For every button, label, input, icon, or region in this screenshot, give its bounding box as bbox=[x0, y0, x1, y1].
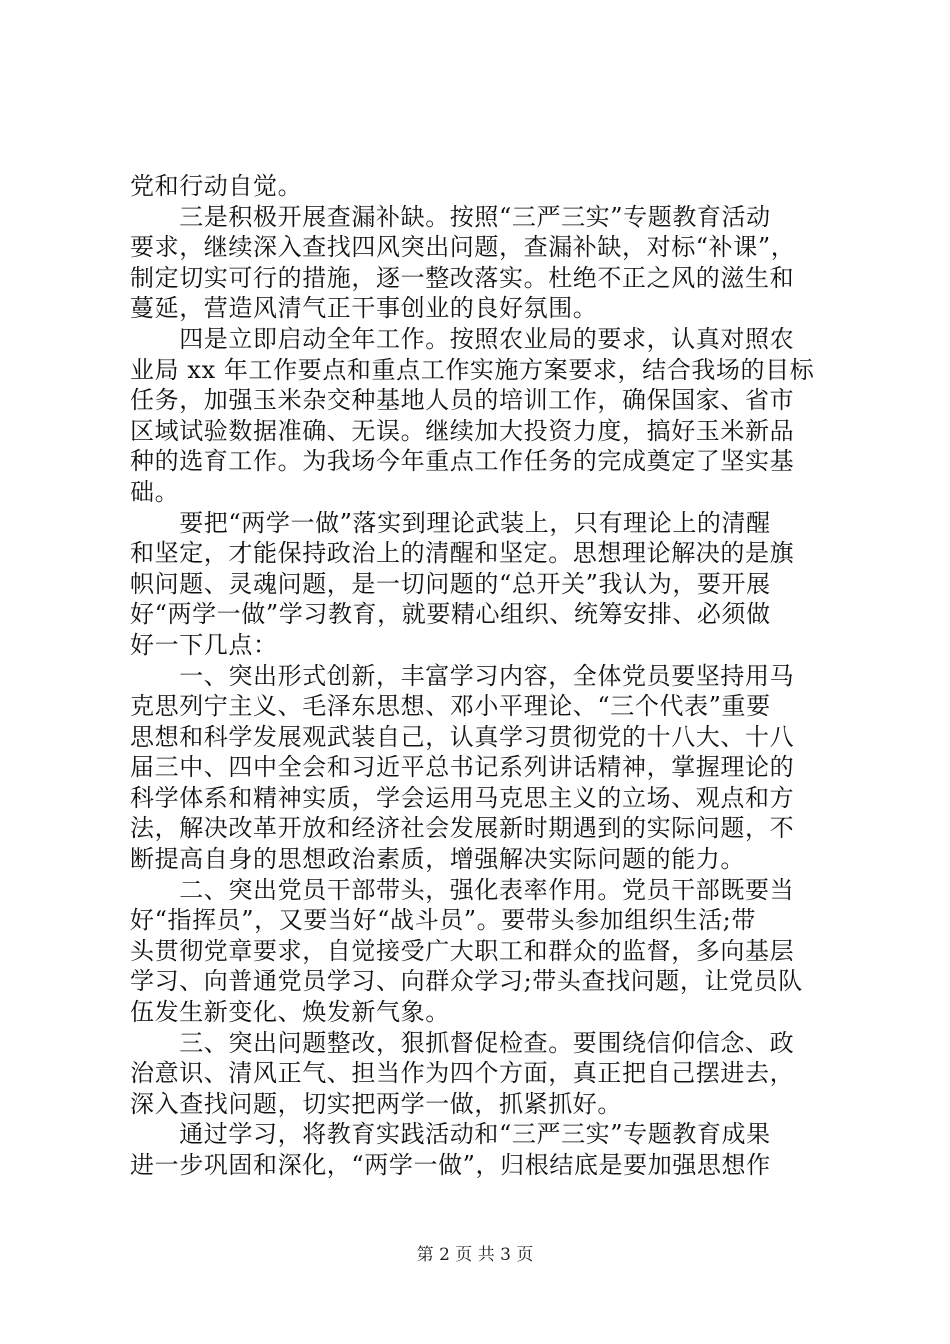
text-line: 思想和科学发展观武装自己，认真学习贯彻党的十八大、十八 bbox=[130, 722, 795, 751]
text-line: 帜问题、灵魂问题，是一切问题的“总开关”我认为，要开展 bbox=[130, 569, 771, 598]
text-line: 三、突出问题整改，狠抓督促检查。要围绕信仰信念、政 bbox=[130, 1028, 795, 1057]
text-line: 一、突出形式创新，丰富学习内容，全体党员要坚持用马 bbox=[130, 661, 795, 690]
text-line: 二、突出党员干部带头，强化表率作用。党员干部既要当 bbox=[130, 875, 795, 904]
page-number-footer: 第 2 页 共 3 页 bbox=[416, 1245, 534, 1265]
text-line: 克思列宁主义、毛泽东思想、邓小平理论、“三个代表”重要 bbox=[130, 692, 771, 721]
text-line: 科学体系和精神实质，学会运用马克思主义的立场、观点和方 bbox=[130, 783, 795, 812]
text-line: 好“指挥员”，又要当好“战斗员”。要带头参加组织生活;带 bbox=[130, 906, 756, 935]
text-line: 好一下几点： bbox=[130, 630, 278, 659]
text-line: 四是立即启动全年工作。按照农业局的要求，认真对照农 bbox=[130, 324, 795, 353]
text-line: 进一步巩固和深化，“两学一做”，归根结底是要加强思想作 bbox=[130, 1151, 771, 1179]
text-line: 好“两学一做”学习教育，就要精心组织、统筹安排、必须做 bbox=[130, 600, 771, 629]
document-body bbox=[130, 171, 830, 1181]
text-line: 础。 bbox=[130, 477, 180, 506]
text-line: 届三中、四中全会和习近平总书记系列讲话精神，掌握理论的 bbox=[130, 753, 795, 782]
text-line: 通过学习，将教育实践活动和“三严三实”专题教育成果 bbox=[130, 1120, 771, 1149]
text-line: 蔓延，营造风清气正干事创业的良好氛围。 bbox=[130, 294, 598, 323]
text-line: 头贯彻党章要求，自觉接受广大职工和群众的监督，多向基层 bbox=[130, 936, 795, 965]
text-line: 三是积极开展查漏补缺。按照“三严三实”专题教育活动 bbox=[130, 202, 771, 231]
text-line: 制定切实可行的措施，逐一整改落实。杜绝不正之风的滋生和 bbox=[130, 263, 795, 292]
text-line: 要求，继续深入查找四风突出问题，查漏补缺，对标“补课”， bbox=[130, 233, 796, 262]
text-line: 种的选育工作。为我场今年重点工作任务的完成奠定了坚实基 bbox=[130, 447, 795, 476]
text-line: 法，解决改革开放和经济社会发展新时期遇到的实际问题，不 bbox=[130, 814, 795, 843]
text-line: 学习、向普通党员学习、向群众学习;带头查找问题，让党员队 bbox=[130, 967, 803, 996]
text-line: 深入查找问题，切实把两学一做，抓紧抓好。 bbox=[130, 1089, 622, 1118]
text-line: 任务，加强玉米杂交种基地人员的培训工作，确保国家、省市 bbox=[130, 386, 795, 415]
text-line: 断提高自身的思想政治素质，增强解决实际问题的能力。 bbox=[130, 845, 745, 874]
text-line: 伍发生新变化、焕发新气象。 bbox=[130, 998, 450, 1027]
text-line: 党和行动自觉。 bbox=[130, 172, 303, 200]
text-line: 和坚定，才能保持政治上的清醒和坚定。思想理论解决的是旗 bbox=[130, 539, 795, 568]
text-line: 要把“两学一做”落实到理论武装上，只有理论上的清醒 bbox=[130, 508, 771, 537]
text-line: 区域试验数据准确、无误。继续加大投资力度，搞好玉米新品 bbox=[130, 416, 795, 445]
text-line: 治意识、清风正气、担当作为四个方面，真正把自己摆进去， bbox=[130, 1059, 795, 1088]
text-line: 业局 xx 年工作要点和重点工作实施方案要求，结合我场的目标 bbox=[130, 355, 815, 384]
